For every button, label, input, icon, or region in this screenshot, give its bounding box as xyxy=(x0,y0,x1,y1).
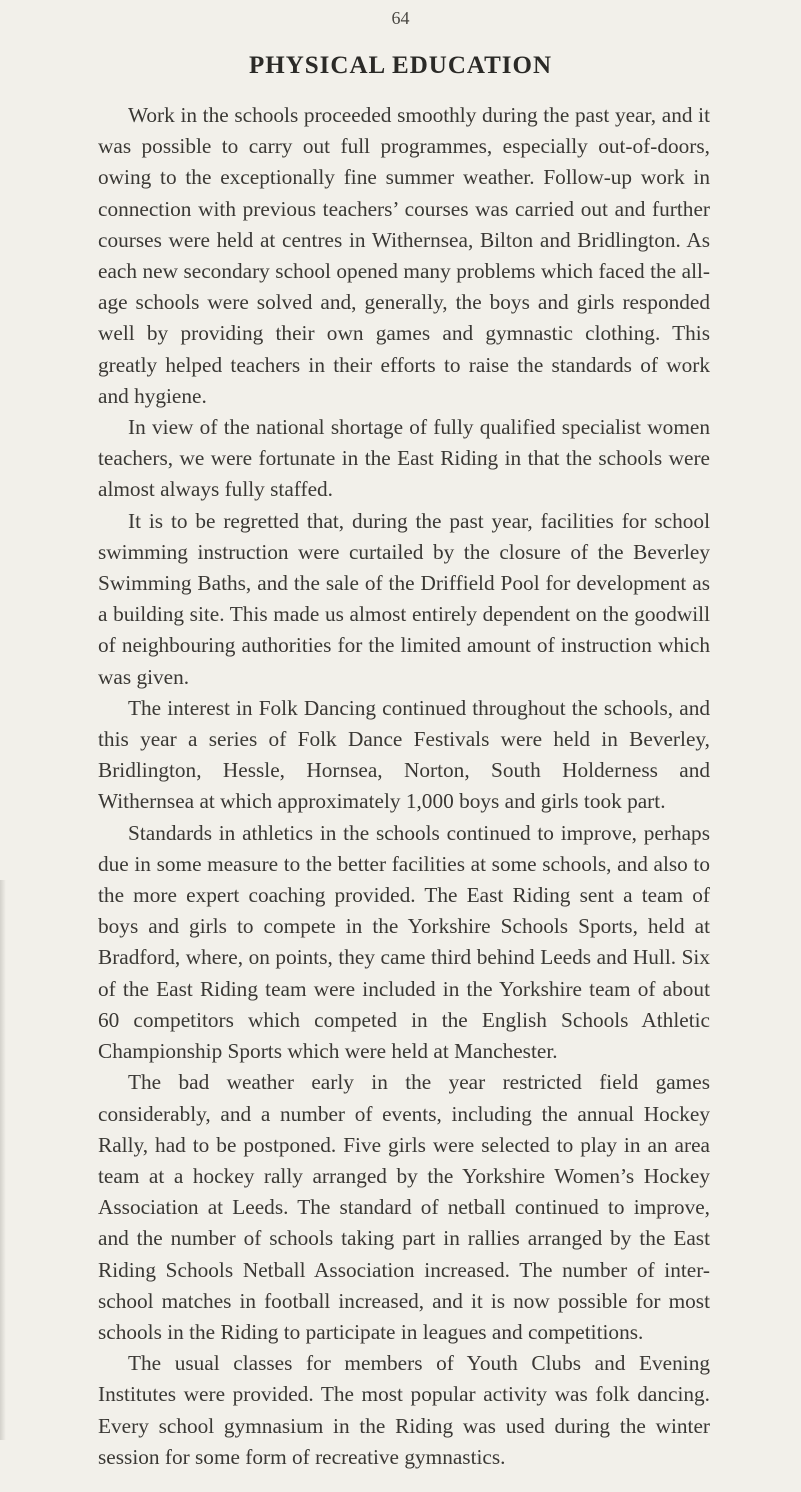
body-text xyxy=(98,100,710,1473)
paragraph-youth-clubs: The usual classes for members of Youth Clubs and Evening Institutes were provided. The most popular activity was folk dancing. Every school gymnasium in the Riding was used during the winter session for some form of recreative gymnastics. xyxy=(98,1351,710,1469)
paragraph-work-in-schools: Work in the schools proceeded smoothly during the past year, and it was possible to carry out full programmes, especially out-of-doors, owing to the exceptionally fine summer weather. Follow-up work in connection with previous teachers’ courses was carried out and further courses were held at centres in Withernsea, Bilton and Bridlington. As each new secondary school opened many problems which faced the all-age schools were solved and, generally, the boys and girls responded well by providing their own games and gymnastic clothing. This greatly helped teachers in their efforts to raise the standards of work and hygiene. xyxy=(98,103,710,408)
paragraph-athletics: Standards in athletics in the schools continued to improve, perhaps due in some measure to the better facilities at some schools, and also to the more expert coaching provided. The East Riding sent a team of boys and girls to compete in the Yorkshire Schools Sports, held at Bradford, where, on points, they came third behind Leeds and Hull. Six of the East Riding team were included in the Yorkshire team of about 60 competitors which competed in the English Schools Athletic Championship Sports which were held at Manchester. xyxy=(98,820,710,1064)
page-title: PHYSICAL EDUCATION xyxy=(249,52,552,79)
paragraph-swimming: It is to be regretted that, during the past year, facilities for school swimming instruction were curtailed by the closure of the Beverley Swimming Baths, and the sale of the Driffield Pool for development as a building site. This made us almost entirely dependent on the goodwill of neighbouring authorities for the limited amount of instruction which was given. xyxy=(98,508,710,689)
paragraph-folk-dancing: The interest in Folk Dancing continued throughout the schools, and this year a series of Folk Dance Festivals were held in Beverley, Bridlington, Hessle, Hornsea, Norton, South Holderness and Withernsea at which approximately 1,000 boys and girls took part. xyxy=(98,695,710,814)
paragraph-field-games: The bad weather early in the year restricted field games considerably, and a number of events, including the annual Hockey Rally, had to be postponed. Five girls were selected to play in an area team at a hockey rally arranged by the Yorkshire Women’s Hockey Association at Leeds. The standard of netball continued to improve, and the number of schools taking part in rallies arranged by the East Riding Schools Netball Association increased. The number of inter-school matches in football increased, and it is now possible for most schools in the Riding to participate in leagues and competitions. xyxy=(98,1070,710,1344)
page-edge-shadow xyxy=(0,880,6,1440)
paragraph-specialist-teachers: In view of the national shortage of fully qualified specialist women teachers, we were fortunate in the East Riding in that the schools were almost always fully staffed. xyxy=(98,415,710,502)
page-number: 64 xyxy=(391,8,410,28)
